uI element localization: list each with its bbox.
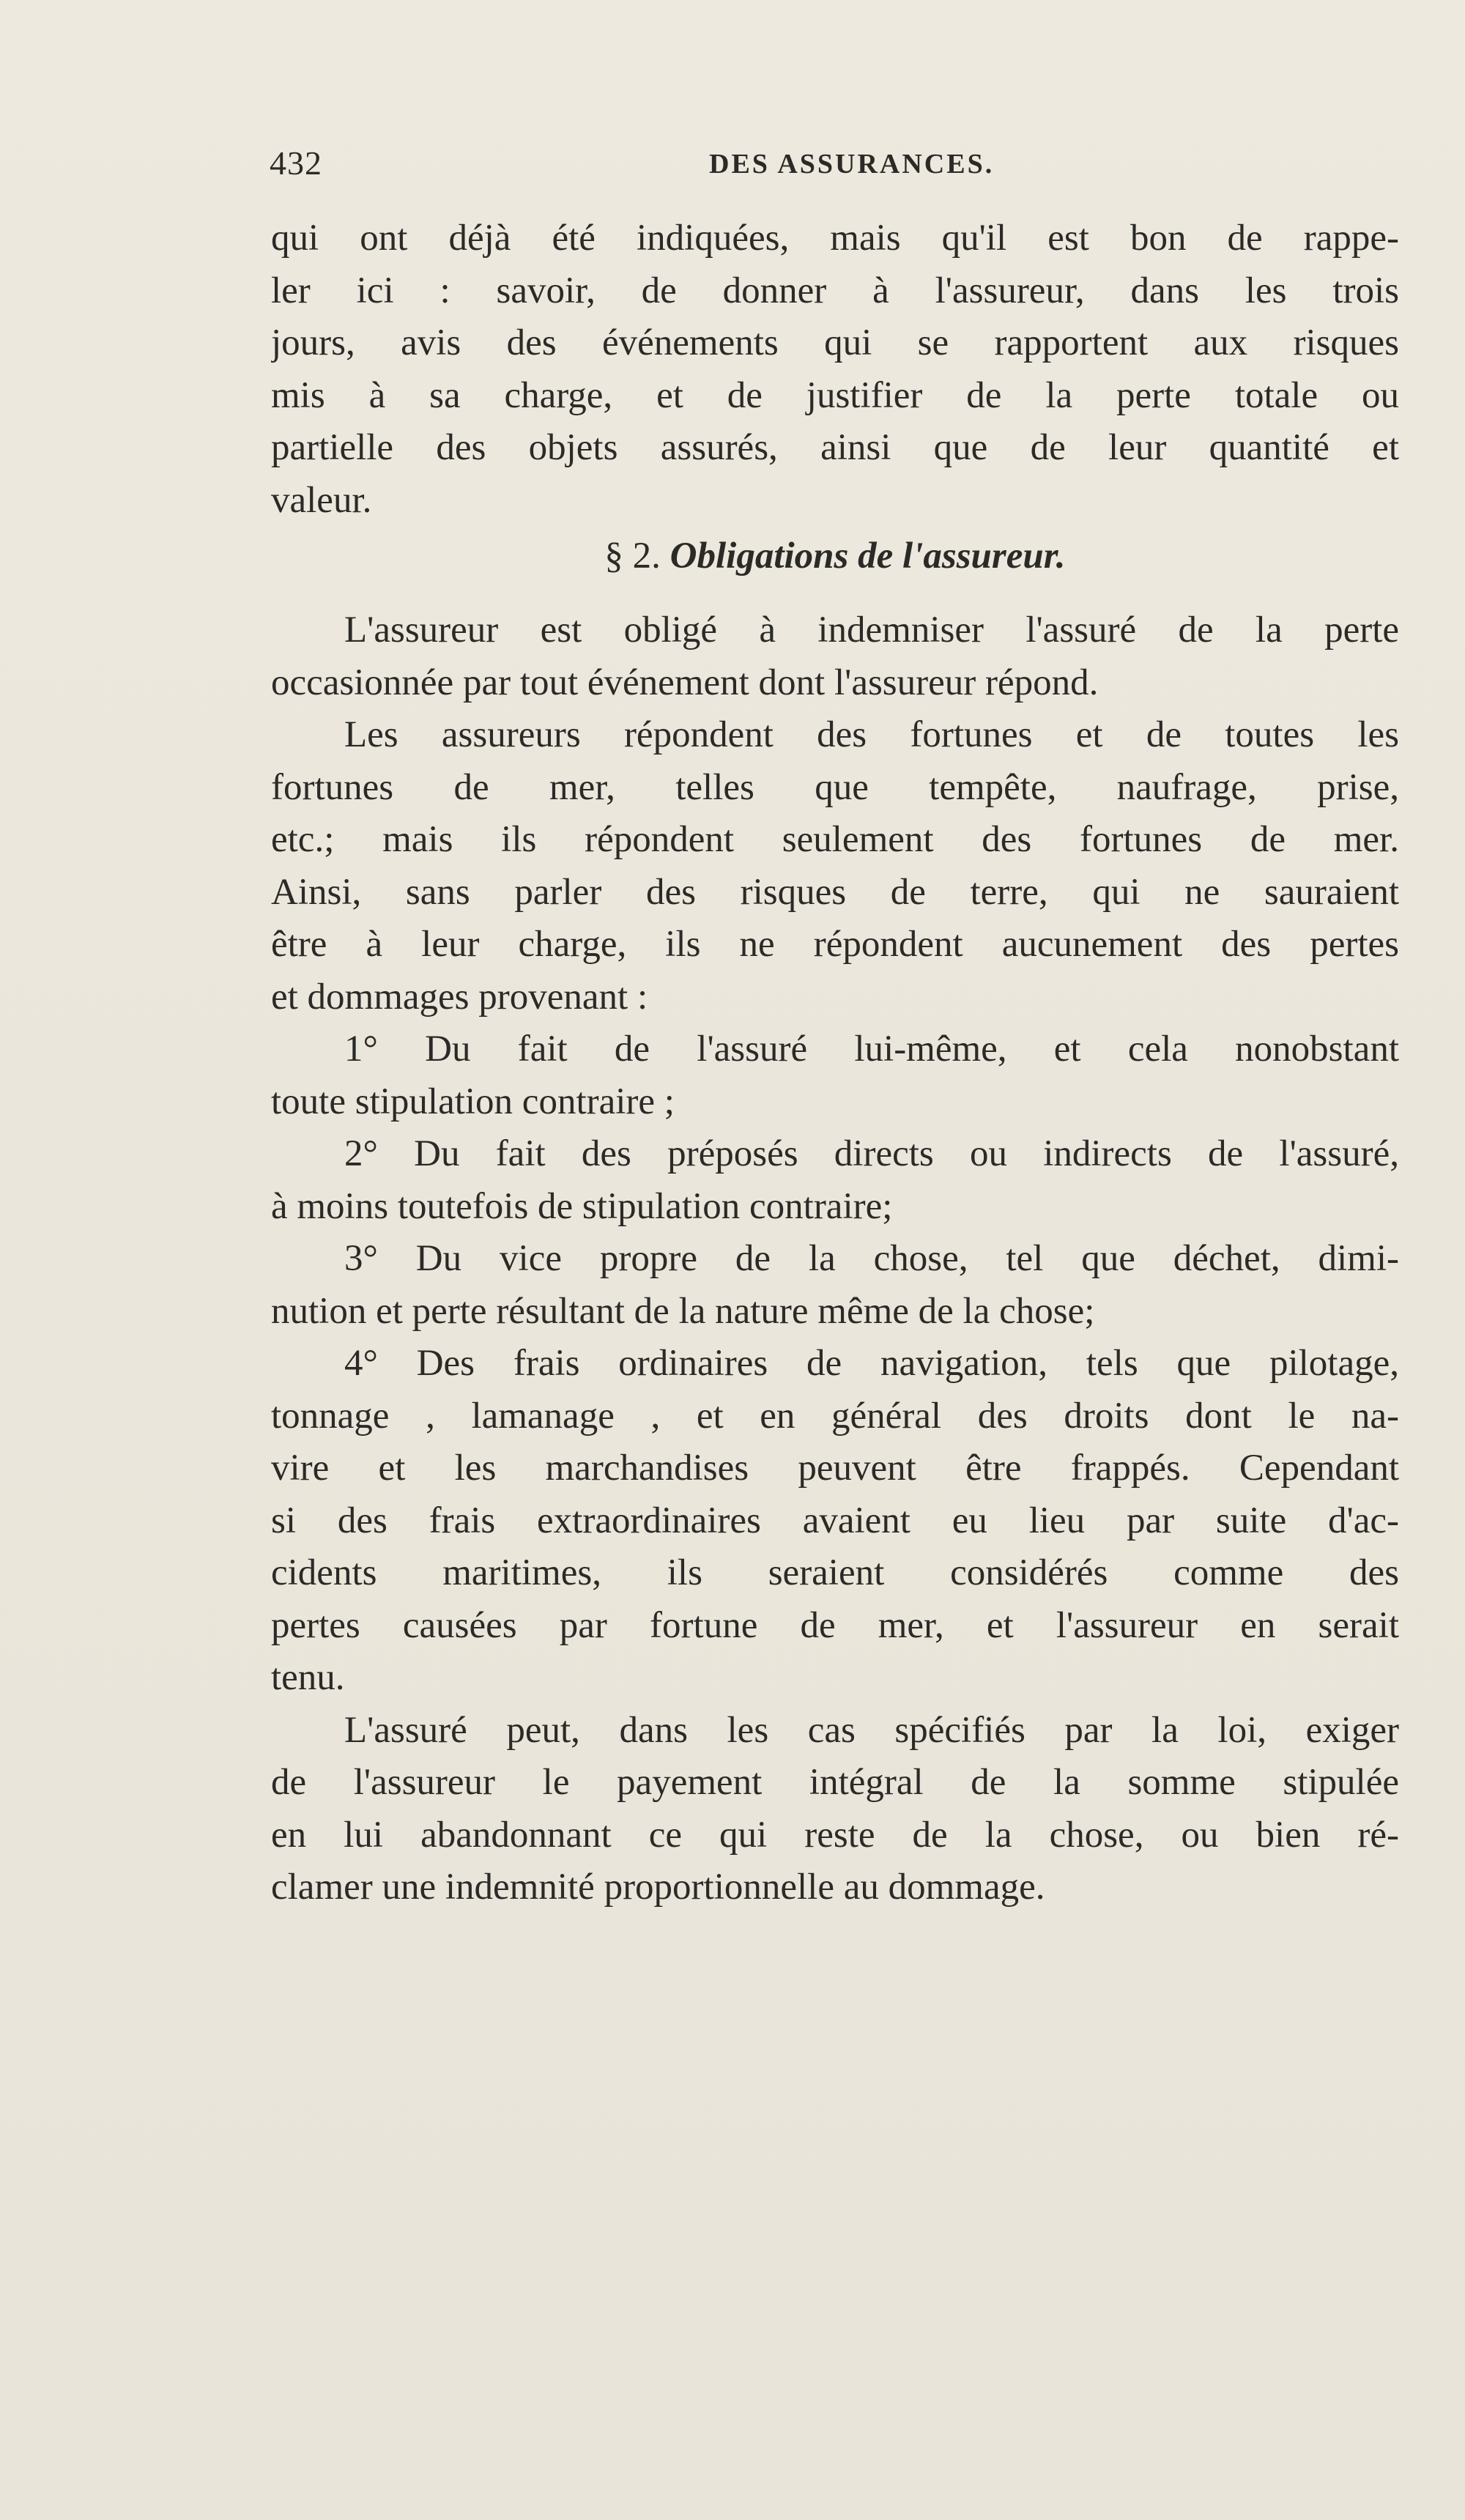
body-text [271,212,1399,1914]
list-item-line: cidents maritimes, ils seraient considérés comme des [271,1552,1399,1593]
page-number: 432 [270,144,322,182]
text-line: être à leur charge, ils ne répondent aucunement des pertes [271,924,1399,965]
text-line: jours, avis des événements qui se rapportent aux risques [271,322,1399,363]
text-line: Ainsi, sans parler des risques de terre, qui ne sauraient [271,871,1399,913]
text-line: mis à sa charge, et de justifier de la perte totale ou [271,374,1399,416]
text-line: occasionnée par tout événement dont l'assureur répond. [271,662,1099,703]
text-line: L'assureur est obligé à indemniser l'assuré de la perte [344,609,1399,651]
list-item-line: 4° Des frais ordinaires de navigation, tels que pilotage, [344,1343,1399,1384]
text-line: L'assuré peut, dans les cas spécifiés par la loi, exiger [344,1709,1399,1751]
text-line: de l'assureur le payement intégral de la somme stipulée [271,1762,1399,1803]
list-item-line: vire et les marchandises peuvent être frappés. Cependant [271,1448,1399,1489]
text-line: ler ici : savoir, de donner à l'assureur, dans les trois [271,270,1399,311]
list-item-line: pertes causées par fortune de mer, et l'assureur en serait [271,1604,1399,1646]
list-item-line: à moins toutefois de stipulation contraire; [271,1185,893,1227]
text-line: en lui abandonnant ce qui reste de la chose, ou bien ré- [271,1814,1399,1856]
text-line: Les assureurs répondent des fortunes et de toutes les [344,714,1399,755]
page-header [270,144,1412,188]
text-line: valeur. [271,479,372,521]
text-line: fortunes de mer, telles que tempête, naufrage, prise, [271,766,1399,808]
list-item-line: tenu. [271,1657,345,1698]
list-item-line: 3° Du vice propre de la chose, tel que déchet, dimi- [344,1238,1399,1279]
text-line: et dommages provenant : [271,976,648,1018]
section-heading [271,527,1399,585]
list-item-line: si des frais extraordinaires avaient eu lieu par suite d'ac- [271,1500,1399,1541]
list-item-line: toute stipulation contraire ; [271,1081,675,1122]
text-line: clamer une indemnité proportionnelle au dommage. [271,1867,1045,1908]
text-line: etc.; mais ils répondent seulement des fortunes de mer. [271,819,1399,860]
list-item-line: nution et perte résultant de la nature même de la chose; [271,1290,1095,1332]
list-item-line: tonnage , lamanage , et en général des droits dont le na- [271,1395,1399,1437]
text-line: qui ont déjà été indiquées, mais qu'il est bon de rappe- [271,218,1399,259]
running-title: DES ASSURANCES. [709,149,995,179]
text-line: partielle des objets assurés, ainsi que de leur quantité et [271,427,1399,468]
list-item-line: 1° Du fait de l'assuré lui-même, et cela nonobstant [344,1029,1399,1070]
section-number: § 2. [604,536,661,577]
section-title: Obligations de l'assureur. [670,536,1066,577]
list-item-line: 2° Du fait des préposés directs ou indirects de l'assuré, [344,1133,1399,1174]
